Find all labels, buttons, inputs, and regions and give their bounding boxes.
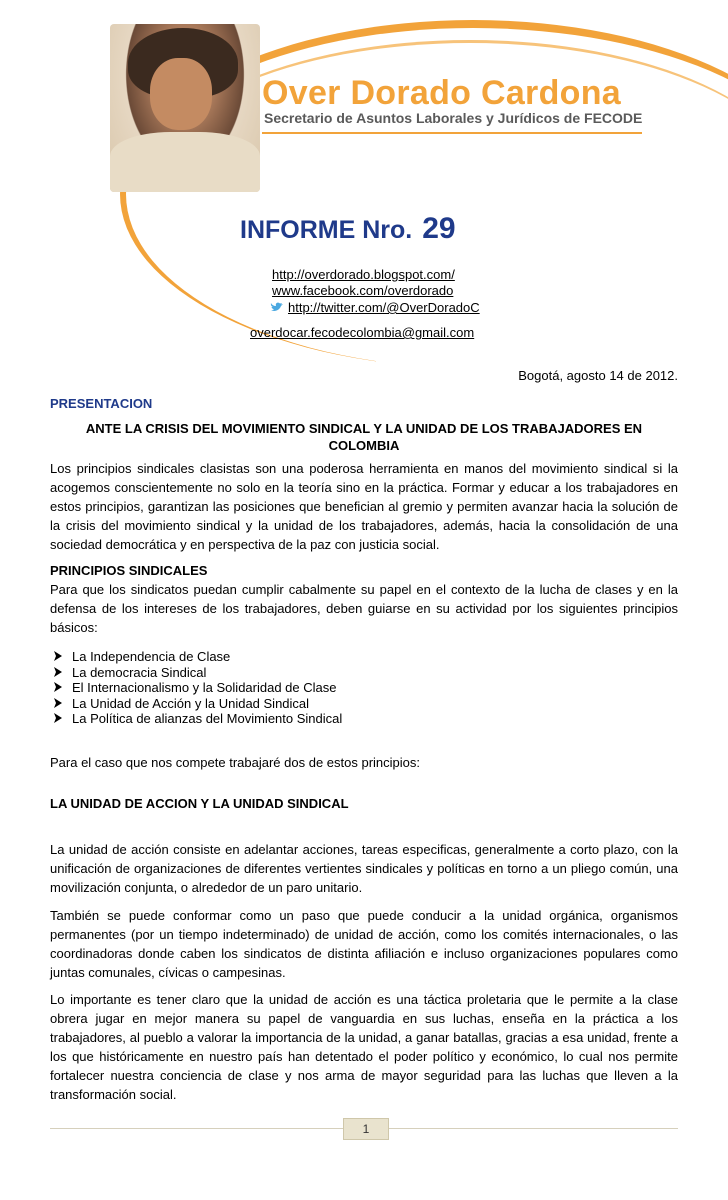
document-main-title: ANTE LA CRISIS DEL MOVIMIENTO SINDICAL Y LA UNIDAD DE LOS TRABAJADORES EN COLOMBIA	[85, 421, 643, 453]
author-photo	[110, 24, 260, 192]
report-label: INFORME Nro.	[240, 216, 413, 244]
arrow-bullet-icon	[52, 681, 64, 693]
list-item: La Política de alianzas del Movimiento Sindical	[50, 711, 678, 727]
page-number: 1	[343, 1118, 389, 1140]
arrow-bullet-icon	[52, 666, 64, 678]
unidad-paragraph-1: La unidad de acción consiste en adelantar acciones, tareas especificas, generalmente a corto plazo, con la unificación de organizaciones de diferentes vertientes sindicales y políticas en torno a un pliego común, una movilización conjunta, o alrededor de un paro unitario.	[50, 842, 678, 895]
facebook-link[interactable]: www.facebook.com/overdorado	[272, 283, 454, 298]
author-name: Over Dorado Cardona	[262, 74, 621, 112]
list-item: La Independencia de Clase	[50, 649, 678, 665]
blog-link[interactable]: http://overdorado.blogspot.com/	[272, 267, 455, 282]
list-item: La Unidad de Acción y la Unidad Sindical	[50, 696, 678, 712]
document-date: Bogotá, agosto 14 de 2012.	[518, 368, 678, 383]
arrow-bullet-icon	[52, 697, 64, 709]
list-item: La democracia Sindical	[50, 665, 678, 681]
presentacion-paragraph: Los principios sindicales clasistas son una poderosa herramienta en manos del movimiento sindical si la acogemos conscientemente no solo en la teoría sino en la práctica. Formar y educar a los trabajadores en estos principios, garantizan las posiciones que benefician al gremio y permiten avanzar hacia la solución de la crisis del movimiento sindical y la unidad de los trabajadores, además, hacia la consolidación de una sociedad democrática y en perspectiva de la paz con justicia social.	[50, 461, 678, 552]
section-label-presentacion: PRESENTACION	[50, 396, 153, 411]
twitter-row	[270, 299, 480, 317]
unidad-paragraph-2: También se puede conformar como un paso que puede conducir a la unidad orgánica, organismos permanentes (por un tiempo indeterminado) de unidad de acción, como los comités internacionales, o las coordinadoras donde caben los sindicatos de distinta afiliación e incluso organizaciones populares como juntas comunales, cívicas o campesinas.	[50, 908, 678, 980]
header-banner	[0, 0, 728, 200]
banner-divider	[262, 132, 642, 134]
unidad-paragraph-3: Lo importante es tener claro que la unidad de acción es una táctica proletaria que le permite a la clase obrera jugar en mejor manera su papel de vanguardia en sus luchas, enseña en la práctica a los trabajadores, al pueblo a valorar la importancia de la unidad, a ganar batallas, gracias a esa unidad, frente a los que históricamente en nuestro país han detentado el poder político y económico, lo cual nos permite fortalecer nuestra conciencia de clase y nos arma de mayor seguridad para las luchas que lleven a la transformación social.	[50, 992, 678, 1102]
list-item: El Internacionalismo y la Solidaridad de Clase	[50, 680, 678, 696]
principios-closing: Para el caso que nos compete trabajaré dos de estos principios:	[50, 755, 420, 770]
author-role: Secretario de Asuntos Laborales y Jurídicos de FECODE	[264, 110, 643, 126]
email-link[interactable]: overdocar.fecodecolombia@gmail.com	[250, 325, 475, 340]
twitter-link[interactable]: http://twitter.com/@OverDoradoC	[288, 300, 480, 315]
twitter-bird-icon	[270, 301, 284, 313]
heading-principios: PRINCIPIOS SINDICALES	[50, 563, 208, 578]
report-number: 29	[422, 212, 456, 245]
principios-list	[50, 649, 678, 727]
arrow-bullet-icon	[52, 712, 64, 724]
arrow-bullet-icon	[52, 650, 64, 662]
report-title	[240, 212, 456, 246]
heading-unidad: LA UNIDAD DE ACCION Y LA UNIDAD SINDICAL	[50, 796, 349, 811]
principios-intro: Para que los sindicatos puedan cumplir cabalmente su papel en el contexto de la lucha de clases y en la defensa de los intereses de los trabajadores, deben guiarse en su actividad por los siguientes principios básicos:	[50, 582, 678, 635]
